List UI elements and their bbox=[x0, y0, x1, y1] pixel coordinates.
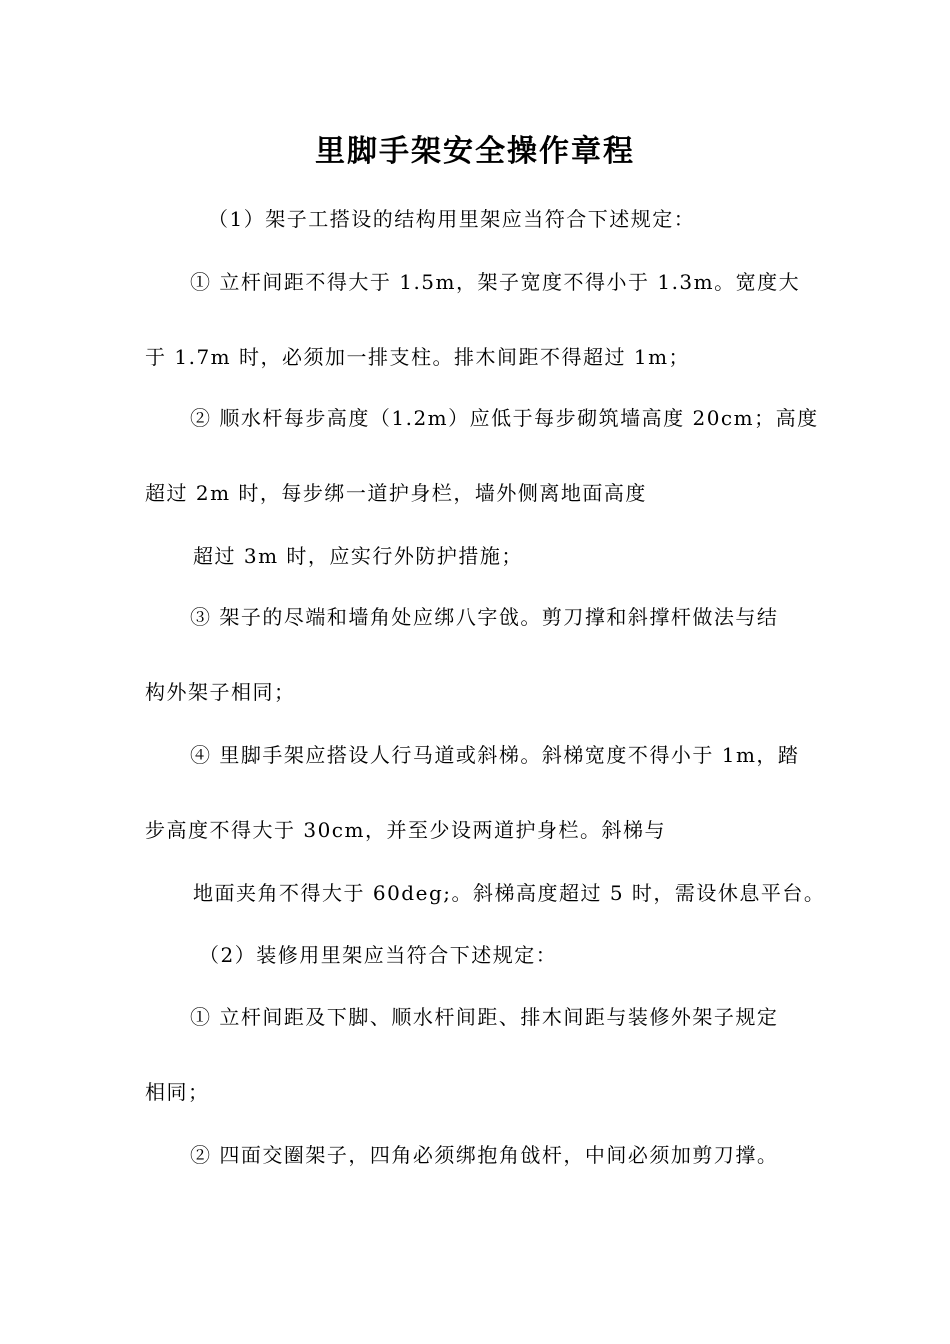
paragraph-line: 步高度不得大于 30cm，并至少设两道护身栏。斜梯与 bbox=[145, 818, 666, 842]
paragraph-line: 构外架子相同； bbox=[145, 680, 296, 704]
section-1-heading: （1）架子工搭设的结构用里架应当符合下述规定： bbox=[208, 207, 696, 231]
paragraph-line: ① 立杆间距不得大于 1.5m，架子宽度不得小于 1.3m。宽度大 bbox=[190, 270, 801, 294]
paragraph-line: 于 1.7m 时，必须加一排支柱。排木间距不得超过 1m； bbox=[145, 345, 691, 369]
document-title: 里脚手架安全操作章程 bbox=[315, 134, 635, 169]
paragraph-line: 超过 2m 时，每步绑一道护身栏，墙外侧离地面高度 bbox=[145, 481, 647, 505]
paragraph-line: 相同； bbox=[145, 1080, 210, 1104]
section-2-heading: （2）装修用里架应当符合下述规定： bbox=[199, 943, 558, 967]
paragraph-line: ③ 架子的尽端和墙角处应绑八字戗。剪刀撑和斜撑杆做法与结 bbox=[190, 605, 779, 629]
paragraph-line: ② 四面交圈架子，四角必须绑抱角戗杆，中间必须加剪刀撑。 bbox=[190, 1143, 779, 1167]
paragraph-line: 地面夹角不得大于 60deg;。斜梯高度超过 5 时，需设休息平台。 bbox=[193, 881, 826, 905]
paragraph-line: ④ 里脚手架应搭设人行马道或斜梯。斜梯宽度不得小于 1m，踏 bbox=[190, 743, 800, 767]
paragraph-line: ① 立杆间距及下脚、顺水杆间距、排木间距与装修外架子规定 bbox=[190, 1005, 779, 1029]
paragraph-line: 超过 3m 时，应实行外防护措施； bbox=[193, 544, 523, 568]
paragraph-line: ② 顺水杆每步高度（1.2m）应低于每步砌筑墙高度 20cm；高度 bbox=[190, 406, 819, 430]
